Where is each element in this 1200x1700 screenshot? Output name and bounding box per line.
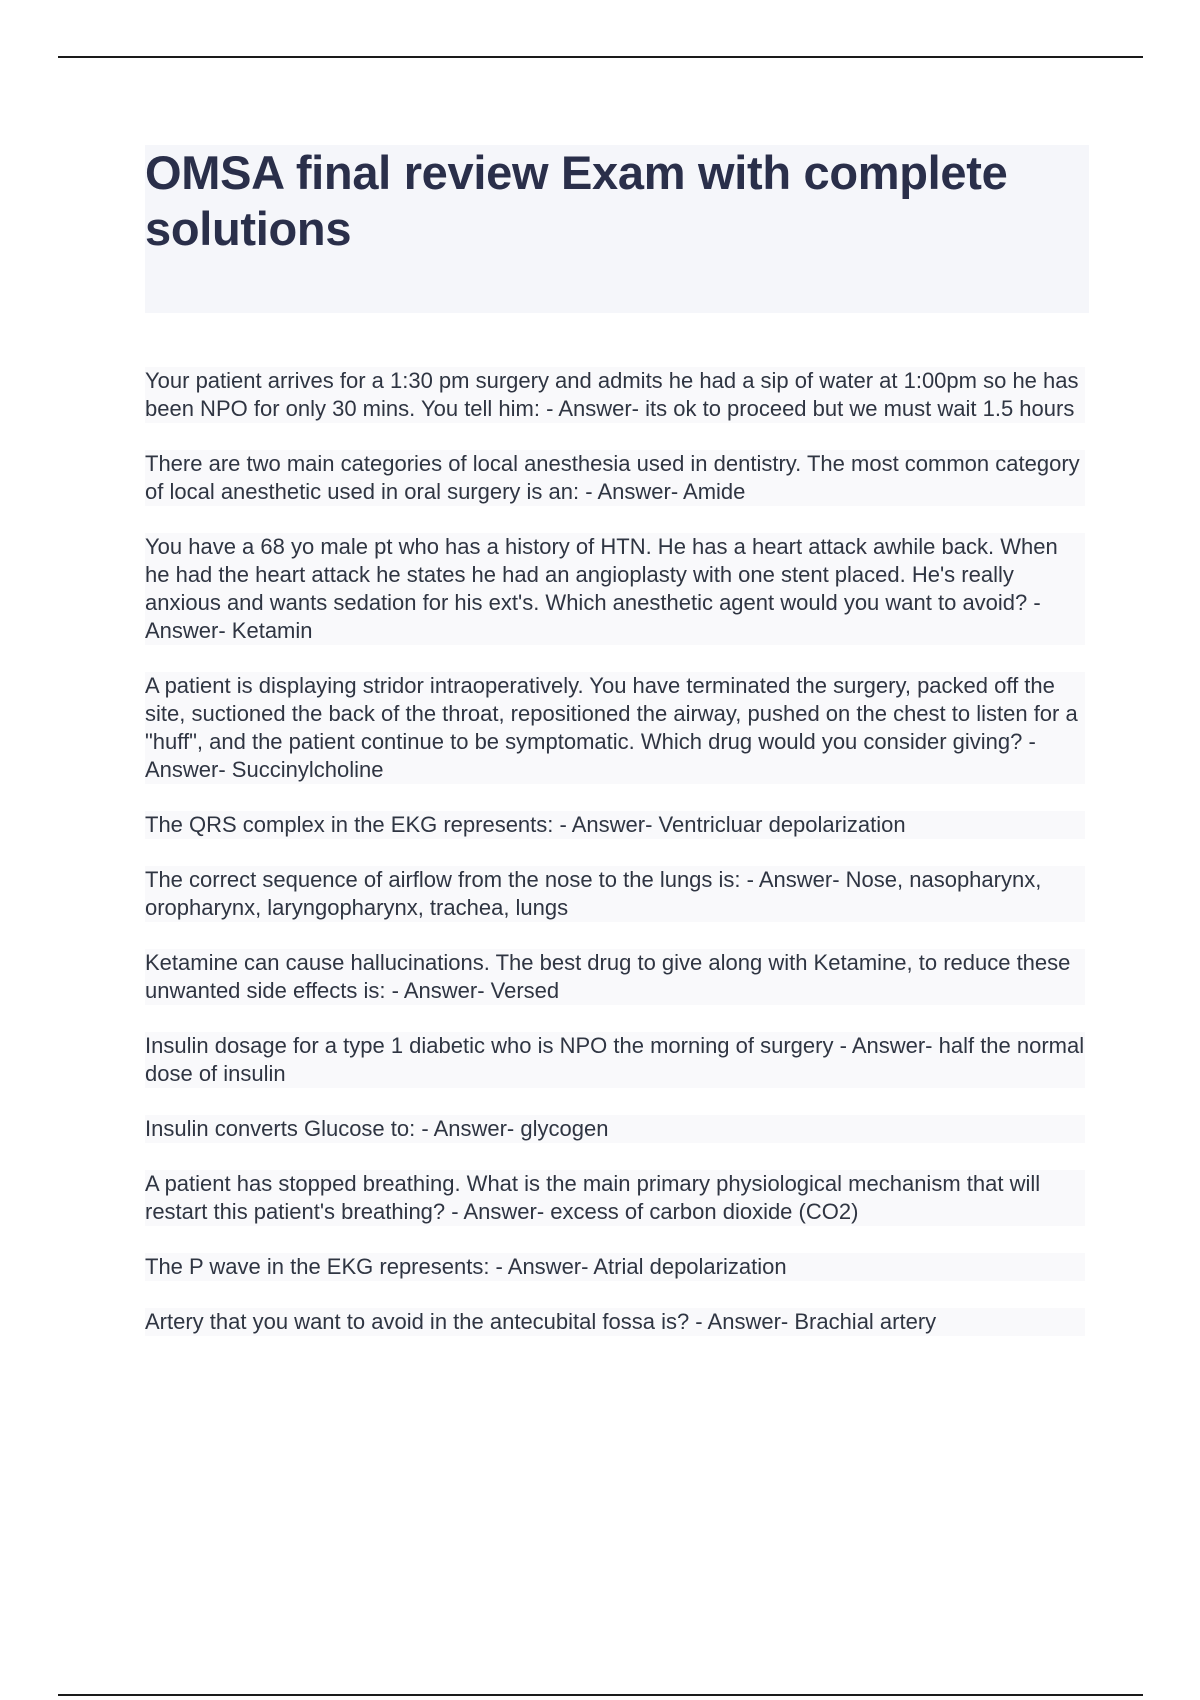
qa-item: A patient has stopped breathing. What is the main primary physiological mechanism that will restart this patient's breathing? - Answer- excess of carbon dioxide (CO2) — [145, 1170, 1085, 1226]
top-rule — [58, 56, 1143, 58]
qa-item: A patient is displaying stridor intraoperatively. You have terminated the surgery, packed off the site, suctioned the back of the throat, repositioned the airway, pushed on the chest to listen for a "huff", and the patient continue to be symptomatic. Which drug would you consider giving? - Answer- Succinylcholine — [145, 672, 1085, 784]
title-block — [145, 145, 1089, 313]
document-title: OMSA final review Exam with complete solutions — [145, 146, 1008, 255]
qa-item: The correct sequence of airflow from the nose to the lungs is: - Answer- Nose, nasopharynx, oropharynx, laryngopharynx, trachea, lungs — [145, 866, 1085, 922]
bottom-rule — [58, 1694, 1143, 1696]
qa-item: Your patient arrives for a 1:30 pm surgery and admits he had a sip of water at 1:00pm so he has been NPO for only 30 mins. You tell him: - Answer- its ok to proceed but we must wait 1.5 hours — [145, 367, 1085, 423]
qa-item: There are two main categories of local anesthesia used in dentistry. The most common category of local anesthetic used in oral surgery is an: - Answer- Amide — [145, 450, 1085, 506]
qa-item: Insulin dosage for a type 1 diabetic who is NPO the morning of surgery - Answer- half the normal dose of insulin — [145, 1033, 1085, 1086]
qa-item: Ketamine can cause hallucinations. The best drug to give along with Ketamine, to reduce these unwanted side effects is: - Answer- Versed — [145, 949, 1085, 1005]
qa-item: Artery that you want to avoid in the antecubital fossa is? - Answer- Brachial artery — [145, 1308, 1085, 1336]
qa-item: The P wave in the EKG represents: - Answer- Atrial depolarization — [145, 1253, 1085, 1281]
qa-list — [145, 367, 1085, 1363]
qa-item: You have a 68 yo male pt who has a history of HTN. He has a heart attack awhile back. When he had the heart attack he states he had an angioplasty with one stent placed. He's really anxious and wants sedation for his ext's. Which anesthetic agent would you want to avoid? - Answer- Ketamin — [145, 533, 1085, 645]
qa-item: The QRS complex in the EKG represents: - Answer- Ventricluar depolarization — [145, 811, 1085, 839]
qa-item: Insulin converts Glucose to: - Answer- glycogen — [145, 1115, 1085, 1143]
